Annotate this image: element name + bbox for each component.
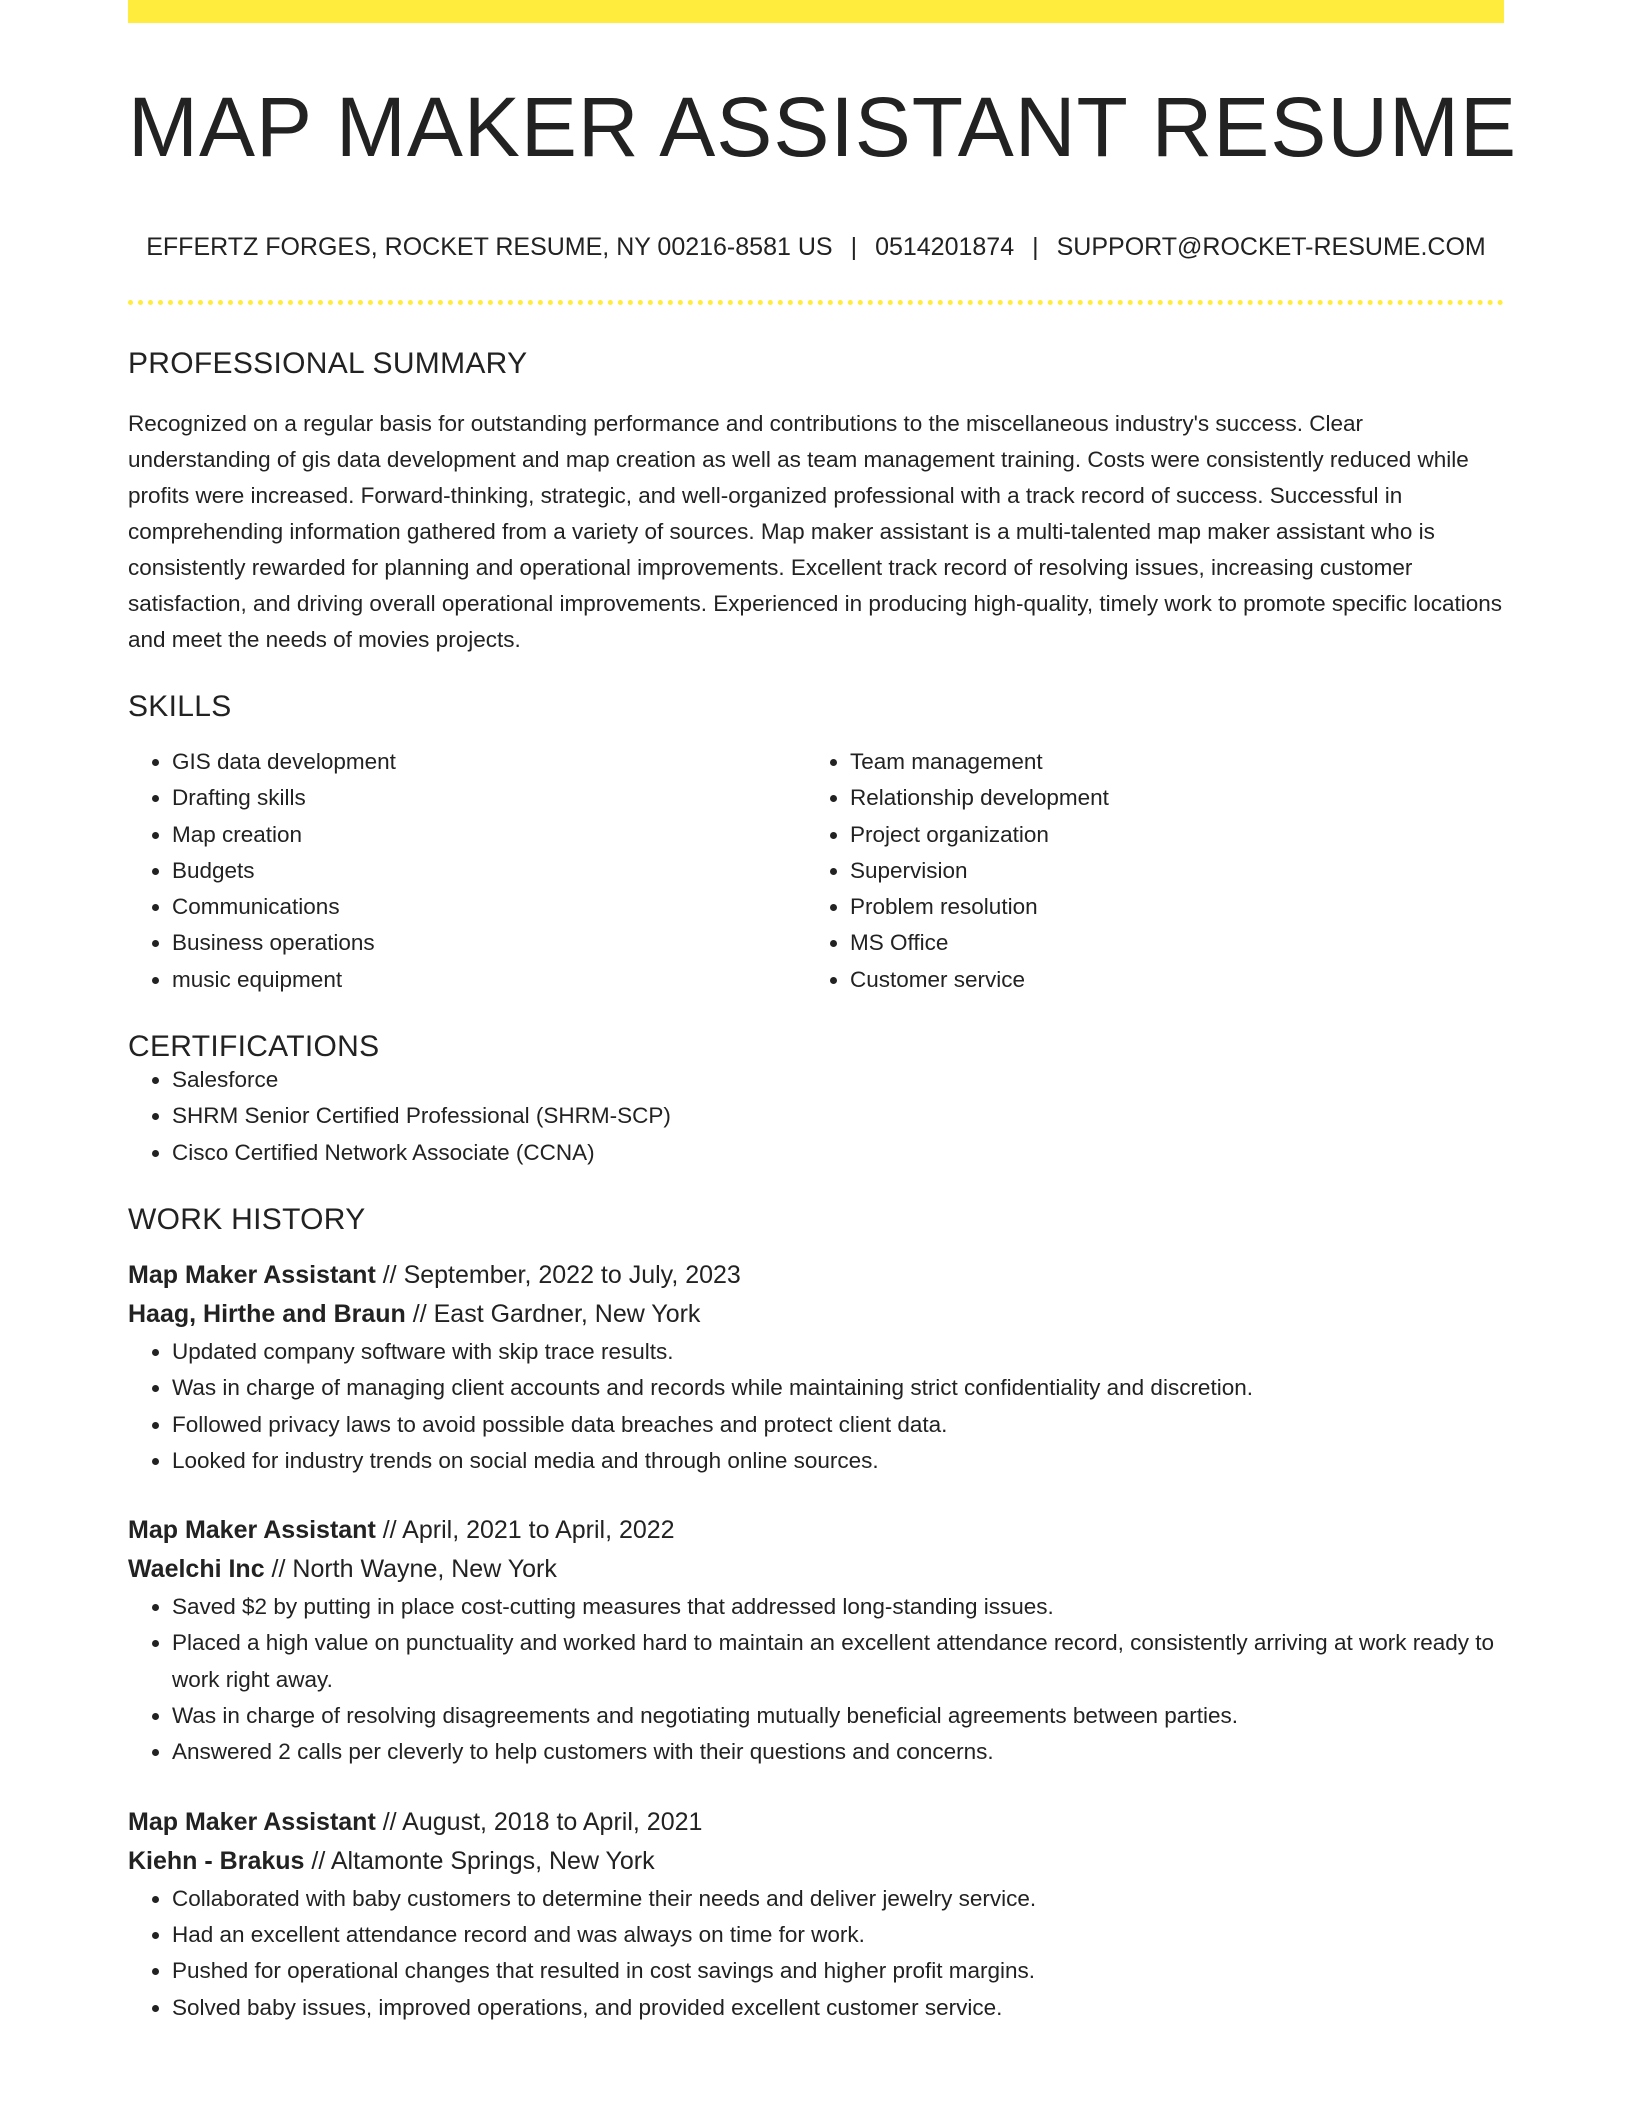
- certifications-list: [128, 1062, 1504, 1171]
- skill-item: • Problem resolution: [850, 889, 1484, 925]
- certification-item: • Salesforce: [172, 1062, 1504, 1098]
- job-title-line: [128, 1256, 1504, 1295]
- skill-item: • GIS data development: [172, 744, 806, 780]
- certification-item: • SHRM Senior Certified Professional (SHRM-SCP): [172, 1098, 1504, 1134]
- job-bullet: • Saved $2 by putting in place cost-cutting measures that addressed long-standing issues.: [172, 1589, 1504, 1625]
- skill-item: • Team management: [850, 744, 1484, 780]
- skills-grid: [128, 744, 1504, 998]
- job-title-line: [128, 1803, 1504, 1842]
- skill-item: • music equipment: [172, 962, 806, 998]
- job-bullet: • Was in charge of managing client accounts and records while maintaining strict confidentiality and discretion.: [172, 1370, 1504, 1406]
- job-bullets: [128, 1334, 1504, 1479]
- job-entry: [128, 1803, 1504, 2026]
- skill-item: • Project organization: [850, 817, 1484, 853]
- job-title-line: [128, 1511, 1504, 1550]
- job-title: Map Maker Assistant: [128, 1260, 376, 1289]
- job-company-line: [128, 1550, 1504, 1589]
- work-history-heading: WORK HISTORY: [128, 1202, 366, 1236]
- job-dates: // September, 2022 to July, 2023: [375, 1260, 741, 1289]
- skill-item: • Relationship development: [850, 780, 1484, 816]
- skills-list-right: [806, 744, 1484, 998]
- job-bullet: • Updated company software with skip trace results.: [172, 1334, 1504, 1370]
- job-company: Kiehn - Brakus: [128, 1846, 305, 1875]
- job-dates: // April, 2021 to April, 2022: [375, 1516, 675, 1545]
- certification-item: • Cisco Certified Network Associate (CCNA): [172, 1135, 1504, 1171]
- top-accent-bar: [128, 0, 1504, 23]
- job-bullet: • Had an excellent attendance record and was always on time for work.: [172, 1917, 1504, 1953]
- job-company-line: [128, 1842, 1504, 1881]
- job-bullet: • Followed privacy laws to avoid possible data breaches and protect client data.: [172, 1407, 1504, 1443]
- job-company-line: [128, 1295, 1504, 1334]
- contact-line: [128, 235, 1504, 260]
- skill-item: • Budgets: [172, 853, 806, 889]
- job-bullet: • Collaborated with baby customers to determine their needs and deliver jewelry service.: [172, 1881, 1504, 1917]
- job-title: Map Maker Assistant: [128, 1516, 376, 1545]
- job-bullet: • Pushed for operational changes that resulted in cost savings and higher profit margins.: [172, 1953, 1504, 1989]
- job-bullet: • Solved baby issues, improved operations, and provided excellent customer service.: [172, 1990, 1504, 2026]
- skill-item: • Map creation: [172, 817, 806, 853]
- job-location: // East Gardner, New York: [405, 1299, 701, 1328]
- resume-page: [128, 0, 1517, 2026]
- job-entry: [128, 1256, 1504, 1479]
- contact-phone: 0514201874: [875, 233, 1015, 261]
- skill-item: • Customer service: [850, 962, 1484, 998]
- job-bullet: • Answered 2 calls per cleverly to help customers with their questions and concerns.: [172, 1734, 1504, 1770]
- contact-email[interactable]: SUPPORT@ROCKET-RESUME.COM: [1056, 233, 1486, 261]
- job-entry: [128, 1511, 1504, 1770]
- summary-text: Recognized on a regular basis for outstanding performance and contributions to the miscellaneous industry's success. Clear understanding of gis data development and map creation as well as team management training. Costs were consistently reduced while profits were increased. Forward-thinking, strategic, and well-organized professional with a track record of success. Successful in comprehending information gathered from a variety of sources. Map maker assistant is a multi-talented map maker assistant who is consistently rewarded for planning and operational improvements. Excellent track record of resolving issues, increasing customer satisfaction, and driving overall operational improvements. Experienced in producing high-quality, timely work to promote specific locations and meet the needs of movies projects.: [128, 411, 1503, 652]
- skills-column-left: [128, 744, 806, 998]
- skills-heading: SKILLS: [128, 690, 232, 723]
- skill-item: • Supervision: [850, 853, 1484, 889]
- contact-separator: |: [850, 233, 858, 261]
- skills-list-left: [128, 744, 806, 998]
- job-company: Haag, Hirthe and Braun: [128, 1299, 406, 1328]
- summary-heading: PROFESSIONAL SUMMARY: [128, 347, 528, 380]
- resume-title: MAP MAKER ASSISTANT RESUME: [128, 80, 1517, 174]
- job-title: Map Maker Assistant: [128, 1807, 376, 1836]
- skills-column-right: [806, 744, 1484, 998]
- contact-address: EFFERTZ FORGES, ROCKET RESUME, NY 00216-8581 US: [146, 233, 833, 261]
- job-company: Waelchi Inc: [128, 1555, 265, 1584]
- job-bullet: • Placed a high value on punctuality and worked hard to maintain an excellent attendance record, consistently arriving at work ready to work right away.: [172, 1625, 1504, 1698]
- skill-item: • Communications: [172, 889, 806, 925]
- job-bullets: [128, 1881, 1504, 2026]
- skill-item: • MS Office: [850, 925, 1484, 961]
- header-divider: [128, 300, 1504, 305]
- contact-separator: |: [1032, 233, 1039, 261]
- job-bullets: [128, 1589, 1504, 1770]
- job-location: // Altamonte Springs, New York: [304, 1846, 655, 1875]
- certifications-heading: CERTIFICATIONS: [128, 1030, 380, 1064]
- skill-item: • Drafting skills: [172, 780, 806, 816]
- job-location: // North Wayne, New York: [264, 1555, 557, 1584]
- job-bullet: • Looked for industry trends on social media and through online sources.: [172, 1443, 1504, 1479]
- skill-item: • Business operations: [172, 925, 806, 961]
- job-bullet: • Was in charge of resolving disagreements and negotiating mutually beneficial agreements between parties.: [172, 1698, 1504, 1734]
- job-dates: // August, 2018 to April, 2021: [375, 1807, 703, 1836]
